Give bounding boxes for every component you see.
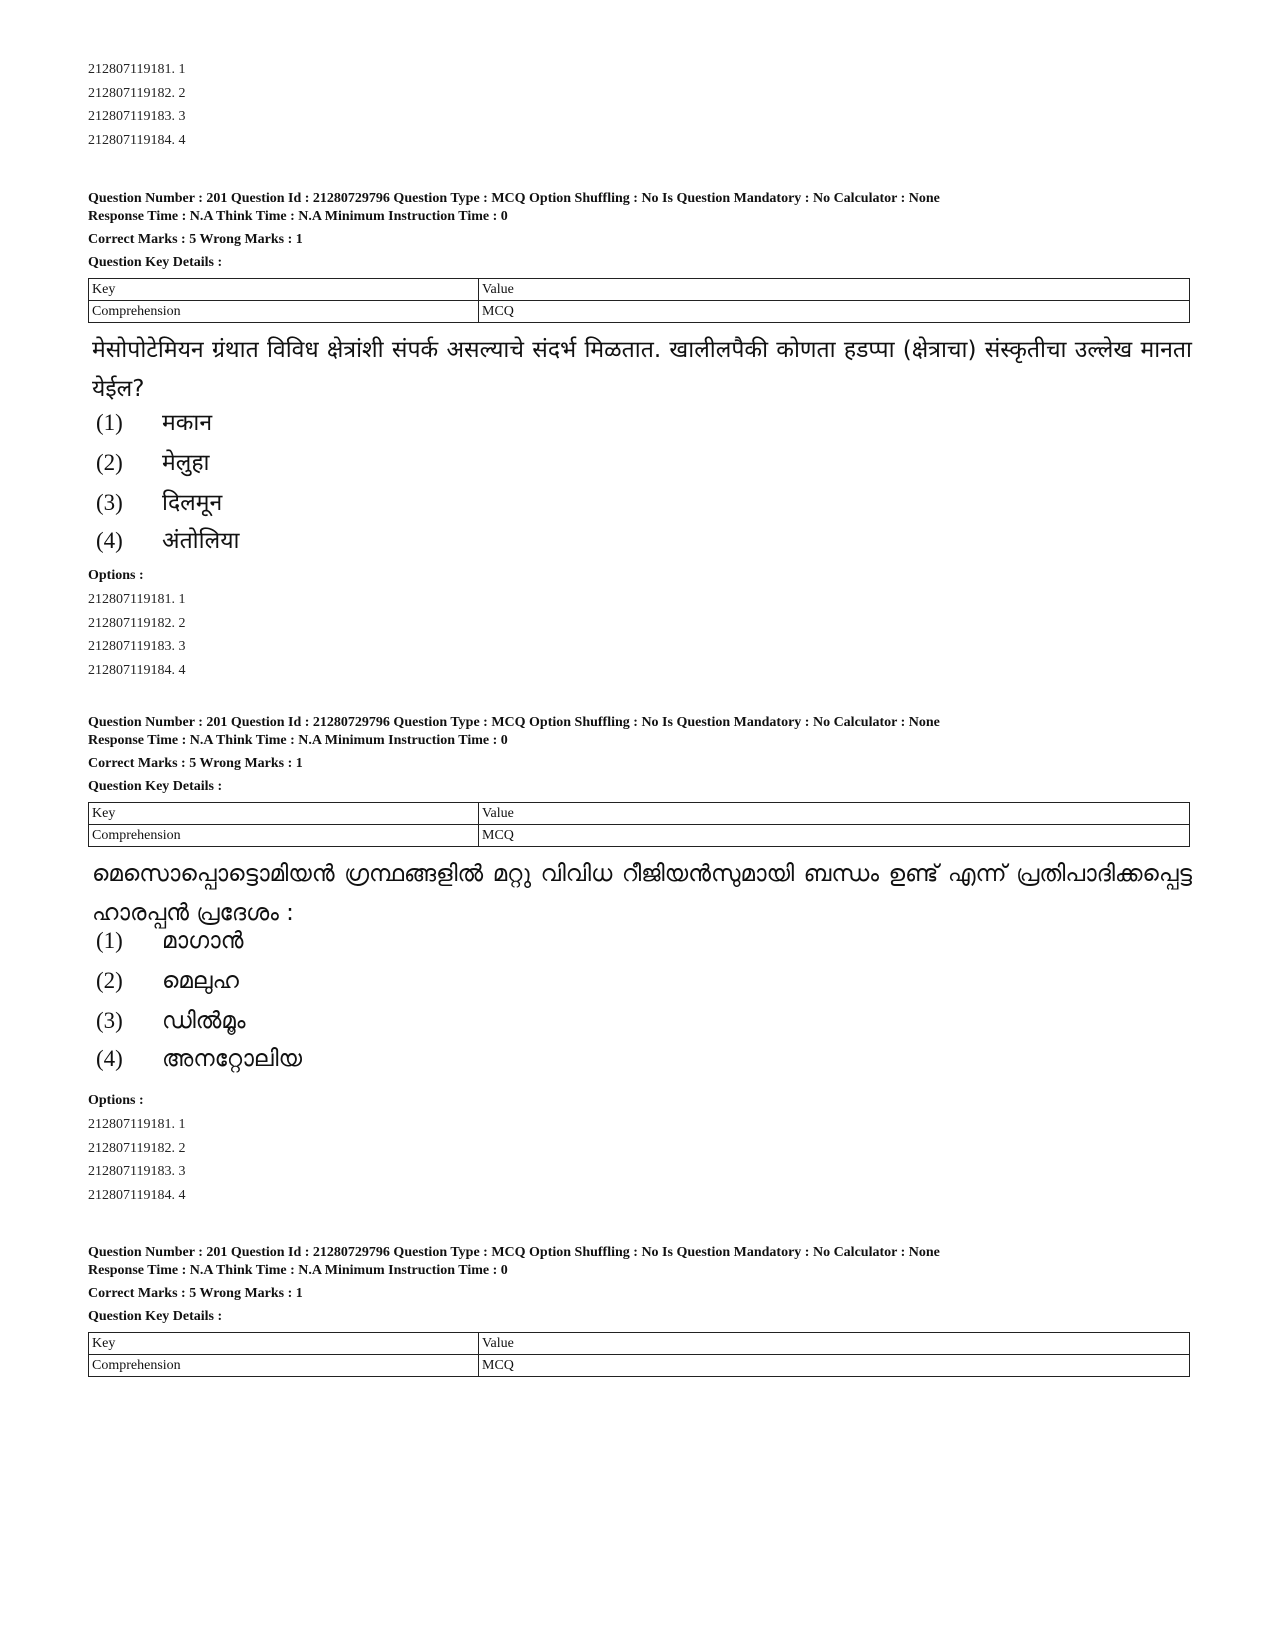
option-id: 212807119182. 2 [88, 1140, 186, 1156]
choice-text: दिलमून [162, 490, 223, 516]
choice-number: (1) [96, 928, 123, 953]
choice-text: അനറ്റോലിയ [162, 1046, 303, 1072]
answer-choice [96, 928, 244, 954]
key-details-table [88, 1332, 1190, 1377]
options-list [88, 588, 185, 682]
answer-choice [96, 1008, 245, 1034]
answer-choice [96, 445, 210, 477]
choice-text: अंतोलिया [162, 528, 240, 554]
key-details-label: Question Key Details : [88, 779, 223, 794]
choice-number: (4) [96, 1046, 123, 1071]
key-details-label: Question Key Details : [88, 255, 223, 270]
choice-text: ഡിൽമൂം [162, 1008, 246, 1034]
option-id: 212807119182. 2 [88, 615, 186, 631]
question-meta [88, 714, 1188, 750]
key-details-table [88, 802, 1190, 847]
options-list [88, 1113, 185, 1207]
meta-line: Question Number : 201 Question Id : 21280729796 Question Type : MCQ Option Shuffling : No Is Question Mandatory : No Calculator : None [88, 191, 940, 206]
option-id: 212807119184. 4 [88, 1187, 186, 1203]
answer-choice [96, 1046, 302, 1072]
choice-number: (3) [96, 490, 123, 515]
question-meta [88, 190, 1188, 226]
meta-line: Response Time : N.A Think Time : N.A Minimum Instruction Time : 0 [88, 733, 508, 748]
answer-choice [96, 523, 240, 555]
choice-text: मकान [162, 410, 213, 436]
question-text: മെസൊപ്പൊട്ടൊമിയൻ ഗ്രന്ഥങ്ങളിൽ മറ്റു വിവിധ റീജിയൻസുമായി ബന്ധം ഉണ്ട് എന്ന് പ്രതിപാദിക്കപ്പെട്ട ഹാരപ്പൻ പ്രദേശം : [92, 861, 1192, 926]
choice-text: मेलुहा [162, 450, 210, 476]
option-id: 212807119181. 1 [88, 1117, 186, 1132]
table-header-key: Key [89, 1333, 479, 1355]
choice-number: (1) [96, 410, 123, 435]
choice-number: (3) [96, 1008, 123, 1033]
key-details-table [88, 278, 1190, 323]
marks-line: Correct Marks : 5 Wrong Marks : 1 [88, 232, 303, 247]
options-label: Options : [88, 1093, 144, 1108]
marks-line: Correct Marks : 5 Wrong Marks : 1 [88, 1286, 303, 1301]
table-cell-value: MCQ [479, 1355, 1190, 1377]
question-meta [88, 1244, 1188, 1280]
choice-text: മെലുഹ [162, 968, 239, 994]
top-options-list [88, 58, 185, 152]
table-cell-key: Comprehension [89, 825, 479, 847]
choice-number: (2) [96, 968, 123, 993]
answer-choice [96, 405, 212, 437]
answer-choice [96, 968, 239, 994]
option-id: 212807119182. 2 [88, 85, 186, 101]
option-id: 212807119183. 3 [88, 109, 186, 124]
option-id: 212807119181. 1 [88, 592, 186, 607]
table-header-value: Value [479, 1333, 1190, 1355]
option-id: 212807119183. 3 [88, 639, 186, 654]
meta-line: Response Time : N.A Think Time : N.A Minimum Instruction Time : 0 [88, 209, 508, 224]
table-cell-value: MCQ [479, 301, 1190, 323]
answer-choice [96, 485, 222, 517]
table-header-value: Value [479, 803, 1190, 825]
table-header-key: Key [89, 279, 479, 301]
options-label: Options : [88, 568, 144, 583]
option-id: 212807119181. 1 [88, 62, 186, 77]
choice-number: (4) [96, 528, 123, 553]
table-header-key: Key [89, 803, 479, 825]
question-text: मेसोपोटेमियन ग्रंथात विविध क्षेत्रांशी संपर्क असल्याचे संदर्भ मिळतात. खालीलपैकी कोणता हडप्पा (क्षेत्राचा) संस्कृतीचा उल्लेख मानता येईल? [92, 337, 1192, 402]
meta-line: Question Number : 201 Question Id : 21280729796 Question Type : MCQ Option Shuffling : No Is Question Mandatory : No Calculator : None [88, 715, 940, 730]
meta-line: Question Number : 201 Question Id : 21280729796 Question Type : MCQ Option Shuffling : No Is Question Mandatory : No Calculator : None [88, 1245, 940, 1260]
option-id: 212807119183. 3 [88, 1164, 186, 1179]
meta-line: Response Time : N.A Think Time : N.A Minimum Instruction Time : 0 [88, 1263, 508, 1278]
marks-line: Correct Marks : 5 Wrong Marks : 1 [88, 756, 303, 771]
key-details-label: Question Key Details : [88, 1309, 223, 1324]
table-cell-key: Comprehension [89, 1355, 479, 1377]
table-cell-value: MCQ [479, 825, 1190, 847]
choice-text: മാഗാൻ [162, 928, 244, 954]
table-header-value: Value [479, 279, 1190, 301]
option-id: 212807119184. 4 [88, 662, 186, 678]
option-id: 212807119184. 4 [88, 132, 186, 148]
choice-number: (2) [96, 450, 123, 475]
table-cell-key: Comprehension [89, 301, 479, 323]
